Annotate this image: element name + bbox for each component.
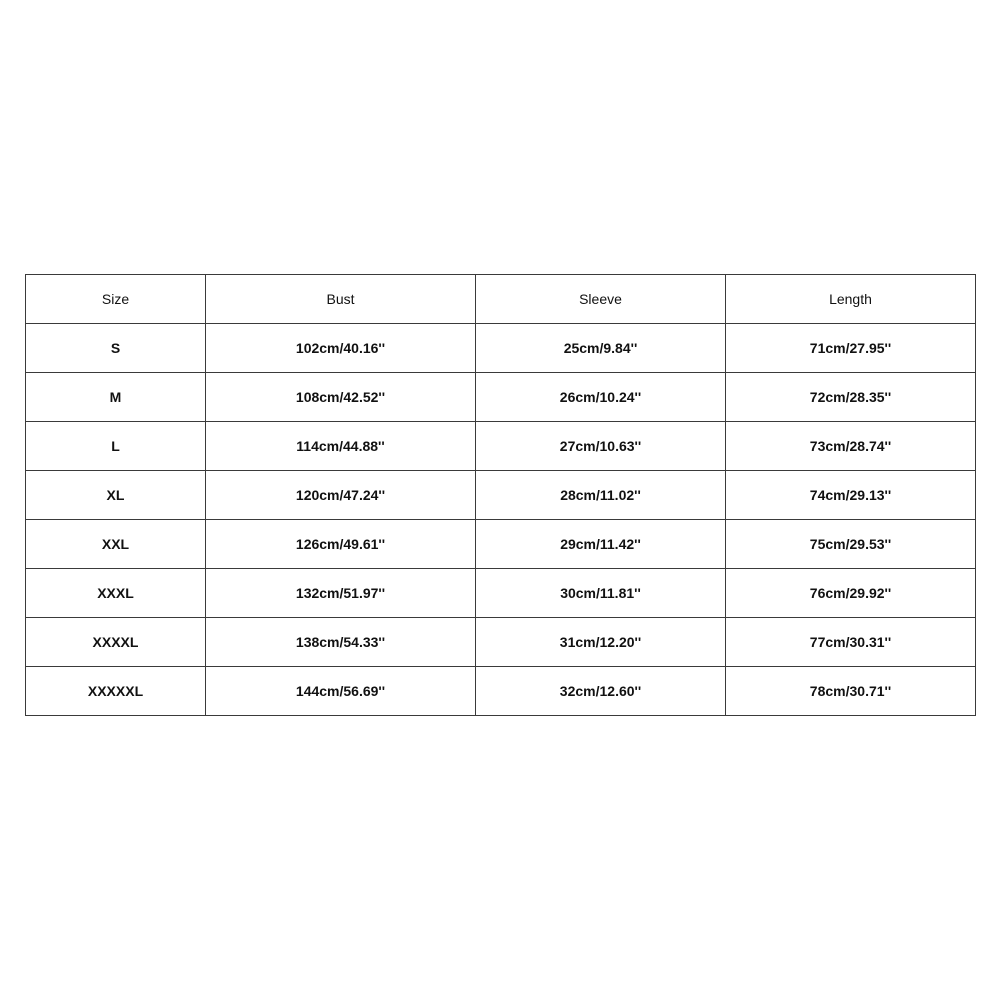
- cell-sleeve: 32cm/12.60'': [476, 667, 726, 716]
- header-bust: Bust: [206, 275, 476, 324]
- header-length: Length: [726, 275, 976, 324]
- cell-bust: 132cm/51.97'': [206, 569, 476, 618]
- cell-sleeve: 26cm/10.24'': [476, 373, 726, 422]
- cell-bust: 114cm/44.88'': [206, 422, 476, 471]
- table-row: [26, 373, 976, 422]
- table-row: [26, 667, 976, 716]
- cell-size: L: [26, 422, 206, 471]
- cell-bust: 102cm/40.16'': [206, 324, 476, 373]
- cell-bust: 120cm/47.24'': [206, 471, 476, 520]
- table-row: [26, 422, 976, 471]
- table-row: [26, 569, 976, 618]
- cell-bust: 138cm/54.33'': [206, 618, 476, 667]
- cell-size: XL: [26, 471, 206, 520]
- table-row: [26, 618, 976, 667]
- cell-sleeve: 27cm/10.63'': [476, 422, 726, 471]
- cell-size: S: [26, 324, 206, 373]
- table-row: [26, 471, 976, 520]
- cell-length: 77cm/30.31'': [726, 618, 976, 667]
- table-row: [26, 520, 976, 569]
- cell-size: XXXL: [26, 569, 206, 618]
- table-header-row: [26, 275, 976, 324]
- cell-sleeve: 25cm/9.84'': [476, 324, 726, 373]
- cell-length: 72cm/28.35'': [726, 373, 976, 422]
- cell-bust: 144cm/56.69'': [206, 667, 476, 716]
- header-size: Size: [26, 275, 206, 324]
- cell-sleeve: 29cm/11.42'': [476, 520, 726, 569]
- table-row: [26, 324, 976, 373]
- cell-bust: 126cm/49.61'': [206, 520, 476, 569]
- cell-bust: 108cm/42.52'': [206, 373, 476, 422]
- cell-sleeve: 31cm/12.20'': [476, 618, 726, 667]
- header-sleeve: Sleeve: [476, 275, 726, 324]
- cell-size: XXL: [26, 520, 206, 569]
- cell-length: 76cm/29.92'': [726, 569, 976, 618]
- cell-length: 75cm/29.53'': [726, 520, 976, 569]
- cell-size: XXXXXL: [26, 667, 206, 716]
- cell-length: 71cm/27.95'': [726, 324, 976, 373]
- cell-size: XXXXL: [26, 618, 206, 667]
- cell-length: 73cm/28.74'': [726, 422, 976, 471]
- cell-sleeve: 28cm/11.02'': [476, 471, 726, 520]
- cell-length: 74cm/29.13'': [726, 471, 976, 520]
- cell-sleeve: 30cm/11.81'': [476, 569, 726, 618]
- cell-length: 78cm/30.71'': [726, 667, 976, 716]
- cell-size: M: [26, 373, 206, 422]
- size-chart-table: [25, 274, 976, 716]
